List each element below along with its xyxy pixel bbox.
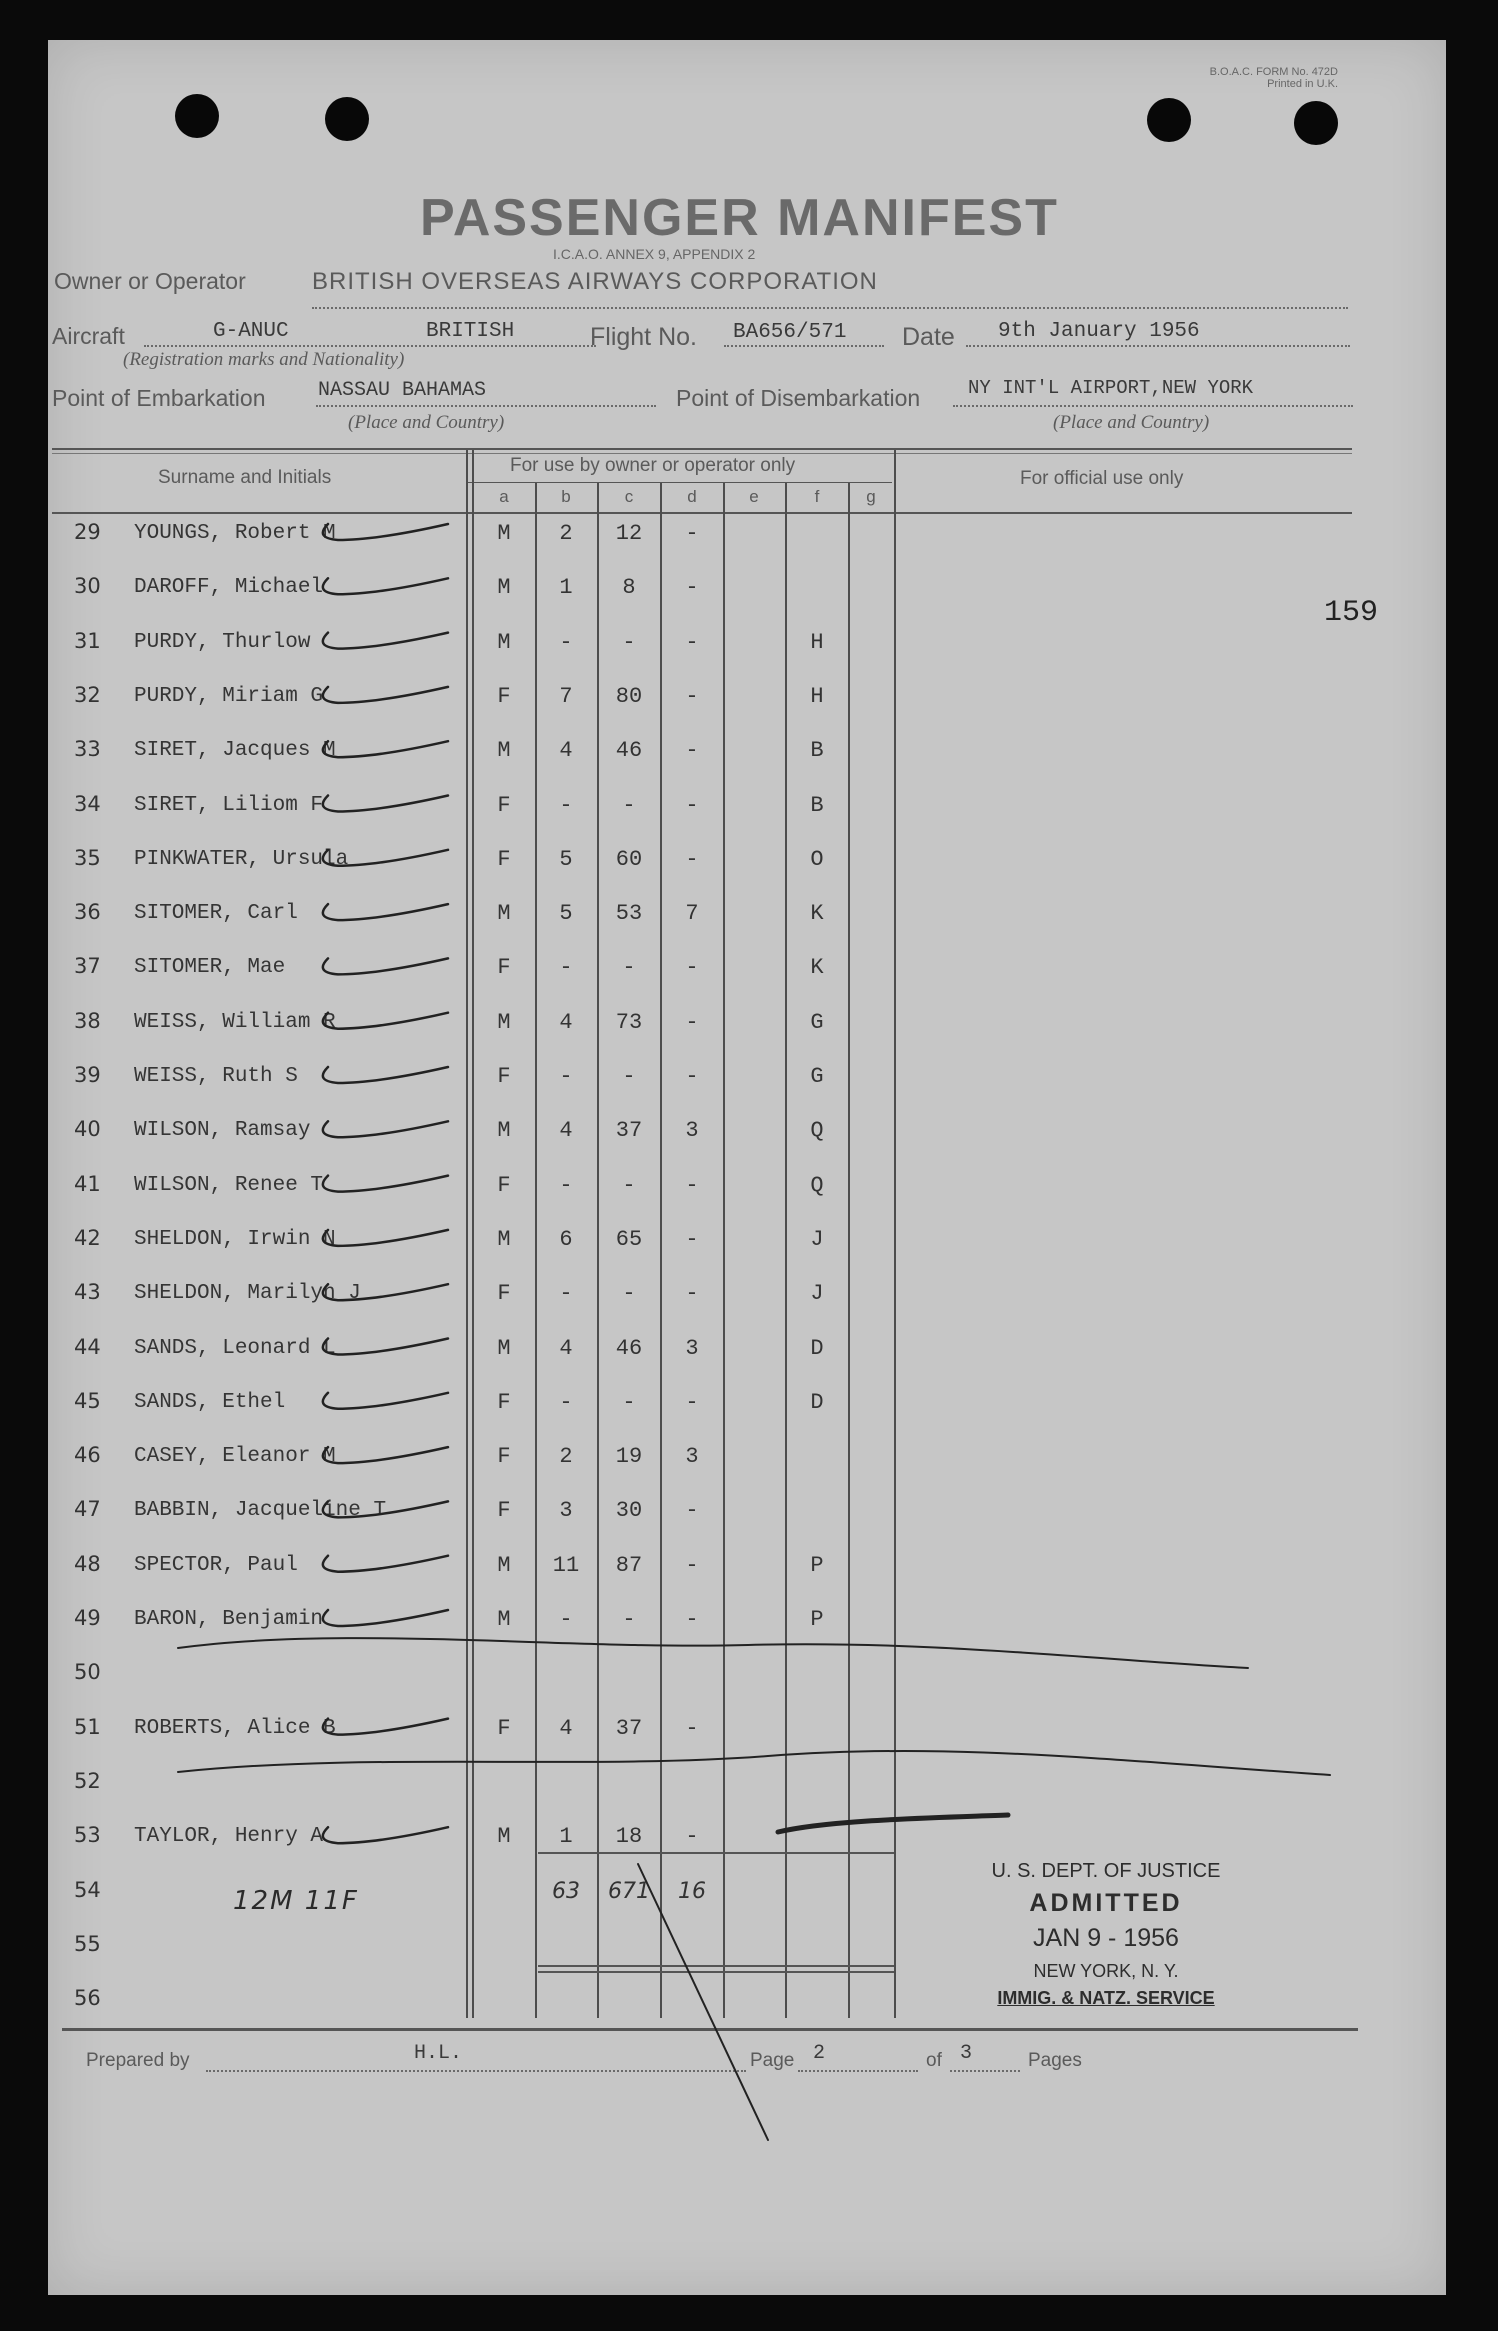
cell-b: - xyxy=(559,792,573,818)
cell-a: M xyxy=(497,1552,511,1578)
cell-d: - xyxy=(685,955,699,981)
cell-c: 671 xyxy=(608,1878,650,1904)
cell-f: K xyxy=(810,955,824,981)
row-number: 54 xyxy=(74,1877,101,1902)
passenger-name: WEISS, Ruth S xyxy=(134,1065,298,1088)
cell-d: - xyxy=(685,1552,699,1578)
flight-label: Flight No. xyxy=(590,323,697,351)
cell-f: P xyxy=(810,1552,824,1578)
row-number: 46 xyxy=(74,1443,101,1468)
cell-d: - xyxy=(685,1498,699,1524)
cell-c: 30 xyxy=(615,1498,643,1524)
check-mark xyxy=(323,1719,448,1735)
cell-f: J xyxy=(810,1226,824,1252)
strike-line-row-52 xyxy=(178,1751,1330,1775)
check-mark xyxy=(323,578,448,594)
cell-a: F xyxy=(497,792,511,818)
row-number: 48 xyxy=(74,1551,101,1576)
cell-f: D xyxy=(810,1389,824,1415)
cell-b: 11 xyxy=(552,1552,580,1578)
embarkation-note: (Place and Country) xyxy=(348,412,505,433)
cell-b: - xyxy=(559,1064,573,1089)
cell-c: 87 xyxy=(615,1552,643,1578)
cell-a: M xyxy=(497,521,511,546)
cell-b: 4 xyxy=(559,1009,573,1035)
cell-c: 37 xyxy=(615,1715,643,1741)
cell-f: O xyxy=(810,846,824,872)
cell-b: 4 xyxy=(559,1118,573,1144)
stamp-line1: U. S. DEPT. OF JUSTICE xyxy=(991,1860,1221,1882)
cell-d: - xyxy=(685,1064,699,1089)
cell-d: - xyxy=(685,629,699,655)
row-number: 41 xyxy=(74,1171,101,1196)
check-mark xyxy=(323,1067,448,1083)
check-mark xyxy=(323,1176,448,1192)
cell-d: - xyxy=(685,1389,699,1415)
cell-a: F xyxy=(497,1281,511,1307)
page-title: PASSENGER MANIFEST xyxy=(420,189,1059,247)
row-number: 49 xyxy=(74,1606,101,1630)
cell-d: 16 xyxy=(678,1878,706,1904)
row-number: 39 xyxy=(74,1063,101,1087)
passenger-name: TAYLOR, Henry A xyxy=(134,1825,324,1849)
aircraft-label: Aircraft xyxy=(52,323,125,349)
cell-c: - xyxy=(622,629,636,655)
passenger-name: SHELDON, Marilyn J xyxy=(134,1282,361,1306)
form-ref-line2: Printed in U.K. xyxy=(1267,78,1338,90)
check-mark xyxy=(323,1827,448,1843)
pages-label: Pages xyxy=(1028,2050,1082,2071)
cell-b: 2 xyxy=(559,521,573,546)
passenger-name: PURDY, Miriam G xyxy=(134,684,324,708)
page-value: 2 xyxy=(813,2042,826,2065)
prepared-value: H.L. xyxy=(414,2042,463,2065)
row-number: 30 xyxy=(74,574,101,599)
cell-f: P xyxy=(810,1607,824,1632)
check-mark xyxy=(323,524,448,540)
row-number: 55 xyxy=(74,1931,101,1956)
cell-f: B xyxy=(810,792,824,818)
column-letter-a: a xyxy=(499,487,509,506)
cell-a: M xyxy=(497,901,511,927)
cell-b: - xyxy=(559,1389,573,1415)
row-number: 50 xyxy=(74,1660,101,1685)
embarkation-value: NASSAU BAHAMAS xyxy=(318,379,487,402)
cell-c: 8 xyxy=(622,575,636,601)
official-use-header: For official use only xyxy=(1020,468,1184,489)
check-mark xyxy=(323,958,448,974)
passenger-name: DAROFF, Michael xyxy=(134,576,324,600)
check-mark xyxy=(323,1013,448,1029)
cell-f: D xyxy=(810,1335,824,1361)
stamp-line5: IMMIG. & NATZ. SERVICE xyxy=(997,1988,1215,2008)
cell-a: F xyxy=(497,1444,511,1470)
cell-a: F xyxy=(497,1715,511,1741)
prepared-label: Prepared by xyxy=(86,2050,190,2071)
cell-a: F xyxy=(497,1064,511,1089)
cell-b: 5 xyxy=(559,901,573,927)
row-number: 38 xyxy=(74,1008,101,1033)
cell-b: 1 xyxy=(559,1824,573,1850)
cell-c: - xyxy=(622,792,636,818)
cell-c: 46 xyxy=(615,1335,643,1361)
cell-f: G xyxy=(810,1064,824,1089)
cell-b: 63 xyxy=(552,1878,580,1904)
handwritten-tally: 12M 11F xyxy=(233,1886,359,1916)
cell-b: - xyxy=(559,955,573,981)
row-number: 40 xyxy=(74,1117,101,1142)
column-letter-e: e xyxy=(749,487,759,506)
row-number: 43 xyxy=(74,1280,101,1305)
cell-c: 12 xyxy=(615,521,643,546)
cell-a: M xyxy=(497,1824,511,1850)
owner-use-header: For use by owner or operator only xyxy=(510,455,796,476)
disembarkation-label: Point of Disembarkation xyxy=(676,385,921,411)
date-label: Date xyxy=(902,323,955,351)
cell-a: M xyxy=(497,1226,511,1252)
passenger-name: BARON, Benjamin xyxy=(134,1608,324,1631)
cell-a: M xyxy=(497,575,511,601)
cell-a: M xyxy=(497,629,511,655)
cell-a: F xyxy=(497,683,511,709)
column-letter-c: c xyxy=(624,487,634,506)
cell-d: 7 xyxy=(685,901,699,927)
cell-a: F xyxy=(497,1389,511,1415)
passenger-name: WEISS, William R xyxy=(134,1010,336,1034)
cell-c: - xyxy=(622,1281,636,1307)
passenger-name: SITOMER, Carl xyxy=(134,902,298,926)
cell-c: 73 xyxy=(615,1009,643,1035)
check-mark xyxy=(323,1501,448,1517)
row-number: 31 xyxy=(74,628,101,653)
stamp-line3: JAN 9 - 1956 xyxy=(1033,1924,1179,1952)
row-number: 37 xyxy=(74,954,101,979)
cell-d: - xyxy=(685,1009,699,1035)
cell-b: 4 xyxy=(559,738,573,764)
cell-b: 7 xyxy=(559,683,573,709)
cell-d: - xyxy=(685,575,699,601)
passenger-name: WILSON, Renee T xyxy=(134,1173,324,1197)
cell-f: K xyxy=(810,901,824,927)
row-number: 52 xyxy=(74,1768,101,1793)
cell-c: - xyxy=(622,1172,636,1198)
page-subtitle: I.C.A.O. ANNEX 9, APPENDIX 2 xyxy=(553,246,756,262)
cell-a: F xyxy=(497,1172,511,1198)
cell-c: - xyxy=(622,1064,636,1089)
cell-b: 6 xyxy=(559,1226,573,1252)
cell-d: - xyxy=(685,1281,699,1307)
passenger-name: YOUNGS, Robert M xyxy=(134,522,336,545)
owner-label: Owner or Operator xyxy=(54,268,246,294)
row-number: 35 xyxy=(74,845,101,870)
flight-value: BA656/571 xyxy=(733,321,847,344)
row-number: 56 xyxy=(74,1986,101,2011)
of-label: of xyxy=(926,2050,942,2071)
cell-d: 3 xyxy=(685,1444,699,1470)
passenger-name: CASEY, Eleanor M xyxy=(134,1445,336,1469)
cell-b: 5 xyxy=(559,846,573,872)
stamp-line2: ADMITTED xyxy=(1029,1889,1183,1917)
cell-d: - xyxy=(685,846,699,872)
row-number: 53 xyxy=(74,1823,101,1848)
cell-b: - xyxy=(559,1172,573,1198)
passenger-name: SANDS, Ethel xyxy=(134,1390,286,1414)
cell-b: - xyxy=(559,1281,573,1307)
cell-c: 18 xyxy=(615,1824,643,1850)
check-mark xyxy=(323,1447,448,1463)
cell-d: - xyxy=(685,1172,699,1198)
stamp-line4: NEW YORK, N. Y. xyxy=(1033,1961,1179,1981)
check-mark xyxy=(323,741,448,757)
cell-a: M xyxy=(497,738,511,764)
row-number: 47 xyxy=(74,1497,101,1522)
cell-d: - xyxy=(685,1607,699,1632)
cell-c: 46 xyxy=(615,738,643,764)
cell-d: - xyxy=(685,738,699,764)
cell-a: M xyxy=(497,1335,511,1361)
cell-a: M xyxy=(497,1607,511,1632)
check-mark xyxy=(323,850,448,866)
page-label: Page xyxy=(750,2050,795,2071)
diagonal-line xyxy=(638,1864,768,2140)
cell-c: 53 xyxy=(615,901,643,927)
aircraft-note: (Registration marks and Nationality) xyxy=(123,349,405,370)
check-mark xyxy=(323,1284,448,1300)
passenger-name: SIRET, Jacques M xyxy=(134,739,336,763)
row-number: 32 xyxy=(74,682,101,707)
cell-c: - xyxy=(622,1607,636,1632)
passenger-name: WILSON, Ramsay xyxy=(134,1119,311,1143)
column-letter-d: d xyxy=(687,487,697,506)
cell-b: 3 xyxy=(559,1498,573,1524)
nationality-value: BRITISH xyxy=(426,320,515,343)
row-number: 44 xyxy=(74,1334,101,1359)
check-mark xyxy=(323,633,448,649)
owner-value: BRITISH OVERSEAS AIRWAYS CORPORATION xyxy=(312,268,878,295)
cell-a: F xyxy=(497,955,511,981)
passenger-name: PINKWATER, Ursula xyxy=(134,847,349,871)
cell-c: 37 xyxy=(615,1118,643,1144)
page-stamp-number: 159 xyxy=(1324,596,1379,630)
cell-a: M xyxy=(497,1009,511,1035)
of-value: 3 xyxy=(960,2042,973,2065)
passenger-name: ROBERTS, Alice B xyxy=(134,1716,336,1740)
column-letter-f: f xyxy=(814,487,820,506)
cell-b: 4 xyxy=(559,1715,573,1741)
cell-f: H xyxy=(810,629,824,655)
cell-d: - xyxy=(685,1226,699,1252)
cell-f: J xyxy=(810,1281,824,1307)
cell-d: - xyxy=(685,1715,699,1741)
date-value: 9th January 1956 xyxy=(998,320,1200,343)
check-mark xyxy=(323,687,448,703)
form-ref-line1: B.O.A.C. FORM No. 472D xyxy=(1209,66,1338,78)
handwritten-marks xyxy=(48,40,1446,2295)
embarkation-label: Point of Embarkation xyxy=(52,385,266,411)
cell-b: - xyxy=(559,629,573,655)
row-number: 34 xyxy=(74,791,101,816)
cell-b: 2 xyxy=(559,1444,573,1470)
check-mark xyxy=(323,1393,448,1409)
cell-c: - xyxy=(622,1389,636,1415)
passenger-name: BABBIN, Jacqueline T xyxy=(134,1499,387,1523)
passenger-name: SIRET, Liliom F xyxy=(134,793,324,817)
aircraft-value: G-ANUC xyxy=(213,320,289,343)
cell-c: 60 xyxy=(615,846,643,872)
column-letter-b: b xyxy=(561,487,571,506)
row-number: 45 xyxy=(74,1388,101,1413)
passenger-name: SITOMER, Mae xyxy=(134,956,286,980)
cell-c: - xyxy=(622,955,636,981)
strike-line-row-50 xyxy=(178,1638,1248,1668)
passenger-name: SPECTOR, Paul xyxy=(134,1553,298,1577)
cell-b: - xyxy=(559,1607,573,1632)
scribble-strike xyxy=(778,1815,1008,1832)
cell-a: F xyxy=(497,846,511,872)
cell-c: 19 xyxy=(615,1444,643,1470)
cell-c: 80 xyxy=(615,683,643,709)
row-number: 29 xyxy=(74,520,101,544)
cell-f: Q xyxy=(810,1118,824,1144)
check-mark xyxy=(323,1121,448,1137)
passenger-name: SANDS, Leonard L xyxy=(134,1336,336,1360)
check-mark xyxy=(323,796,448,812)
check-mark xyxy=(323,1556,448,1572)
column-letter-g: g xyxy=(866,487,876,506)
cell-a: F xyxy=(497,1498,511,1524)
cell-f: B xyxy=(810,738,824,764)
disembarkation-value: NY INT'L AIRPORT,NEW YORK xyxy=(968,377,1254,399)
passenger-name: SHELDON, Irwin N xyxy=(134,1227,336,1251)
row-number: 33 xyxy=(74,737,101,762)
row-number: 51 xyxy=(74,1714,101,1739)
check-mark xyxy=(323,1339,448,1355)
disembarkation-note: (Place and Country) xyxy=(1053,412,1210,433)
cell-f: H xyxy=(810,683,824,709)
check-mark xyxy=(323,904,448,920)
passenger-name: PURDY, Thurlow xyxy=(134,630,311,654)
row-number: 42 xyxy=(74,1225,101,1250)
cell-d: 3 xyxy=(685,1335,699,1361)
surname-header: Surname and Initials xyxy=(158,467,332,488)
check-mark xyxy=(323,1610,448,1626)
cell-d: - xyxy=(685,792,699,818)
row-number: 36 xyxy=(74,900,101,925)
cell-a: M xyxy=(497,1118,511,1144)
cell-d: - xyxy=(685,1824,699,1850)
cell-c: 65 xyxy=(615,1226,643,1252)
cell-d: - xyxy=(685,521,699,546)
cell-b: 1 xyxy=(559,575,573,601)
check-mark xyxy=(323,1230,448,1246)
cell-b: 4 xyxy=(559,1335,573,1361)
cell-d: 3 xyxy=(685,1118,699,1144)
cell-d: - xyxy=(685,683,699,709)
manifest-sheet xyxy=(48,40,1446,2295)
cell-f: Q xyxy=(810,1172,824,1198)
cell-f: G xyxy=(810,1009,824,1035)
